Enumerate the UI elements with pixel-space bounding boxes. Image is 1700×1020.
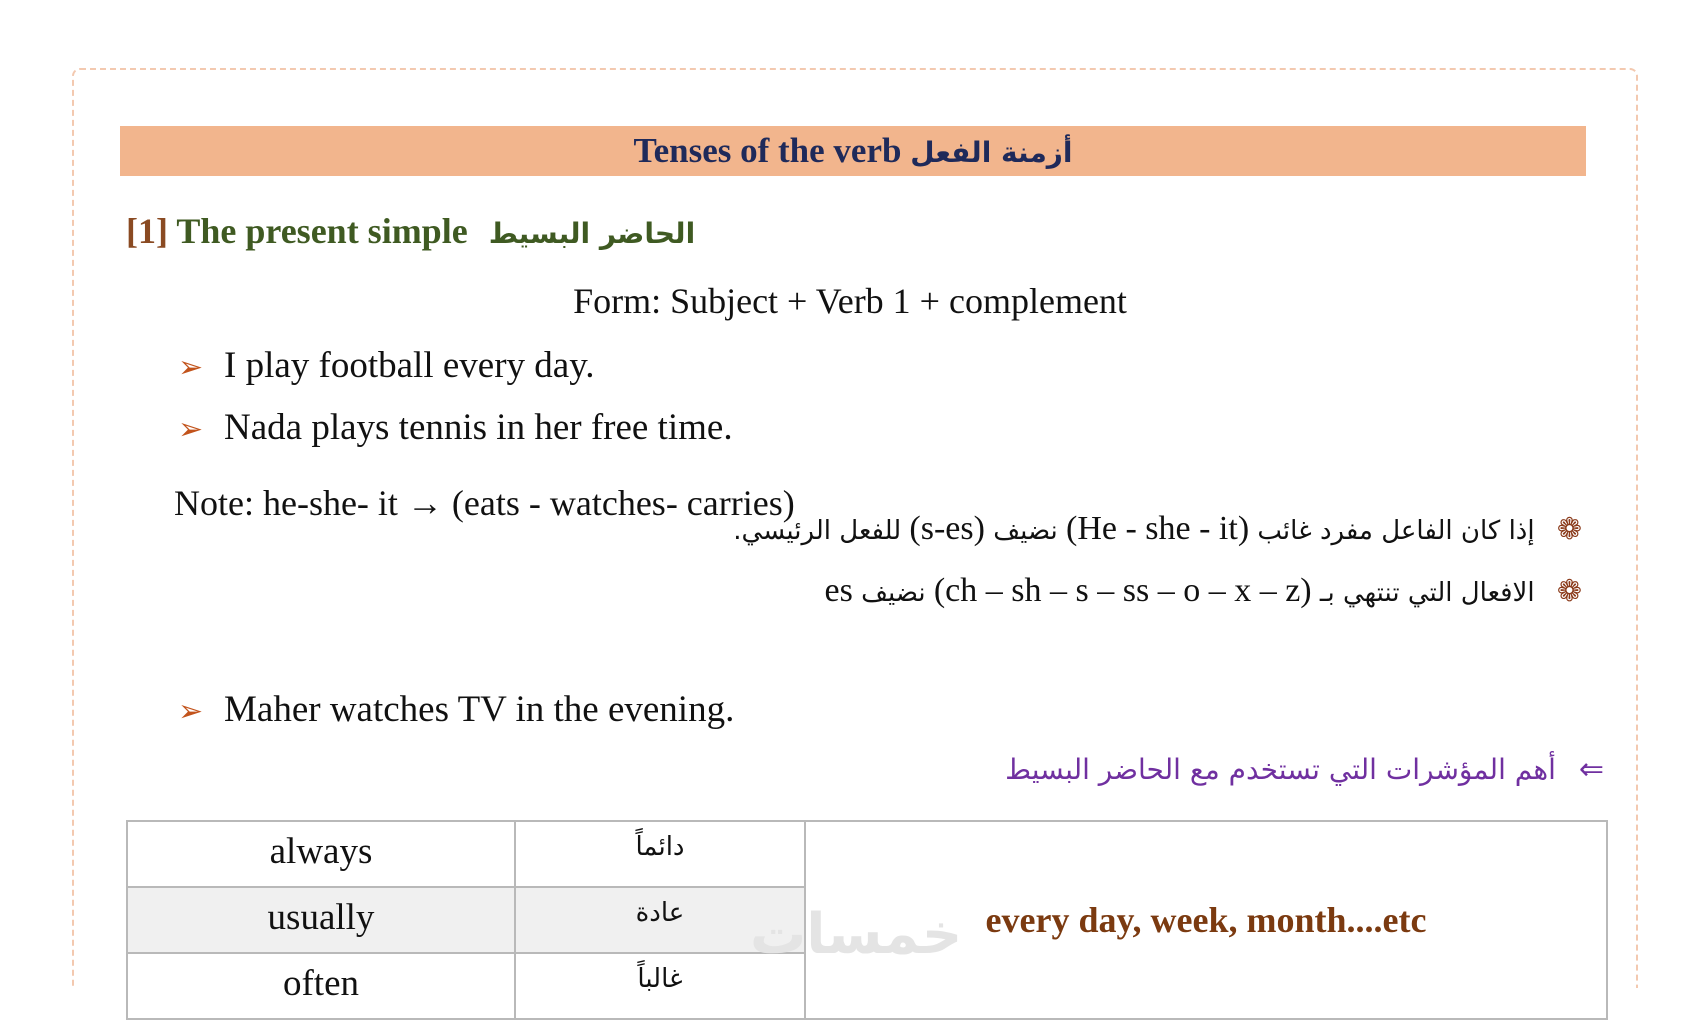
example-item <box>178 406 733 449</box>
table-cell-english: usually <box>127 887 515 953</box>
rule-text: نضيف <box>861 578 926 608</box>
title-arabic: أزمنة الفعل <box>910 136 1073 169</box>
title-bar <box>120 126 1586 176</box>
table-cell-expressions: every day, week, month....etc <box>805 821 1607 1019</box>
table-cell-arabic: دائماً <box>515 821 805 887</box>
rule-english: (ch – sh – s – ss – o – x – z) <box>933 572 1312 609</box>
flower-bullet-icon: ❁ <box>1556 574 1582 609</box>
title-english: Tenses of the verb <box>633 131 902 170</box>
rule-english: (s-es) <box>909 510 985 547</box>
double-arrow-left-icon: ⇐ <box>1578 752 1604 787</box>
table-row <box>127 821 1607 887</box>
rule-english: es <box>824 572 853 609</box>
section-heading <box>126 210 695 252</box>
table-cell-arabic: غالباً <box>515 953 805 1019</box>
example-item <box>178 688 734 731</box>
arrowhead-bullet-icon: ➢ <box>178 694 204 729</box>
table-cell-english: often <box>127 953 515 1019</box>
table-cell-arabic: عادة <box>515 887 805 953</box>
section-title-arabic: الحاضر البسيط <box>488 217 696 250</box>
rule-english: (He - she - it) <box>1066 510 1250 547</box>
example-item <box>178 344 595 387</box>
indicators-heading-text: أهم المؤشرات التي تستخدم مع الحاضر البسيط <box>1005 753 1556 786</box>
indicators-heading <box>1005 752 1604 787</box>
rule-text: للفعل الرئيسي. <box>733 516 902 546</box>
watermark-logo: خمسات <box>750 902 963 967</box>
page-title <box>120 126 1586 176</box>
rule-line <box>733 510 1582 548</box>
table-cell-english: always <box>127 821 515 887</box>
arrowhead-bullet-icon: ➢ <box>178 412 204 447</box>
note-line: Note: he-she- it → (eats - watches- carries) <box>174 483 795 523</box>
section-number: [1] <box>126 211 168 251</box>
example-text: I play football every day. <box>224 345 595 386</box>
form-formula: Form: Subject + Verb 1 + complement <box>573 281 1127 321</box>
rule-text: إذا كان الفاعل مفرد غائب <box>1257 516 1535 546</box>
section-title-english: The present simple <box>176 211 468 251</box>
rule-line <box>824 572 1582 610</box>
example-text: Nada plays tennis in her free time. <box>224 407 733 448</box>
example-text: Maher watches TV in the evening. <box>224 689 735 730</box>
flower-bullet-icon: ❁ <box>1556 512 1582 547</box>
rule-text: نضيف <box>993 516 1058 546</box>
rule-text: الافعال التي تنتهي بـ <box>1319 578 1535 608</box>
arrowhead-bullet-icon: ➢ <box>178 350 204 385</box>
